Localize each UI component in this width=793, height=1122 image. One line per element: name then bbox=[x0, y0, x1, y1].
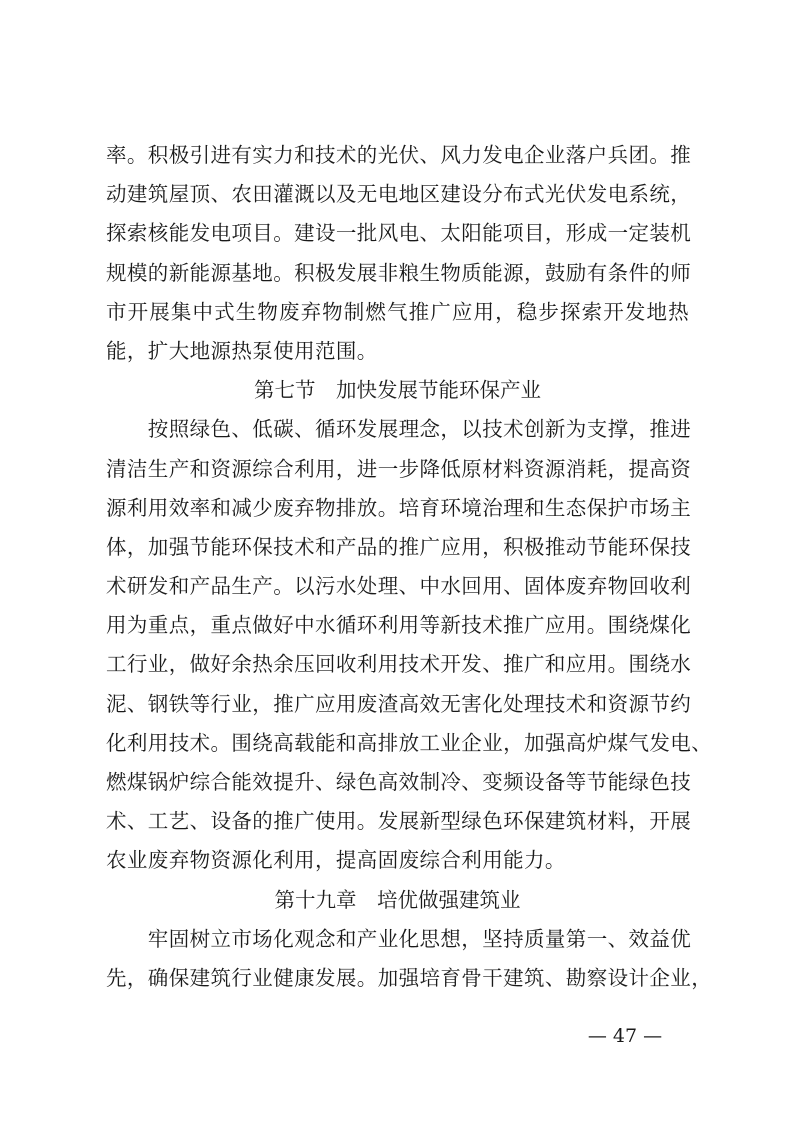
text-line: 动建筑屋顶、农田灌溉以及无电地区建设分布式光伏发电系统， bbox=[106, 182, 692, 207]
text-line: 术研发和产品生产。以污水处理、中水回用、固体废弃物回收利 bbox=[106, 574, 692, 599]
text-line: 规模的新能源基地。积极发展非粮生物质能源，鼓励有条件的师 bbox=[106, 260, 692, 285]
text-line: 化利用技术。围绕高载能和高排放工业企业，加强高炉煤气发电、 bbox=[106, 730, 713, 755]
paragraph-continued bbox=[106, 136, 692, 371]
paragraph-energy-saving bbox=[106, 410, 713, 880]
text-line: 市开展集中式生物废弃物制燃气推广应用，稳步探索开发地热 bbox=[106, 299, 689, 324]
text-line: 工行业，做好余热余压回收利用技术开发、推广和应用。围绕水 bbox=[106, 652, 692, 677]
chapter-heading: 第十九章 培优做强建筑业 bbox=[274, 887, 521, 912]
paragraph-construction bbox=[106, 920, 713, 998]
section-heading: 第七节 加快发展节能环保产业 bbox=[254, 378, 541, 403]
text-line: 泥、钢铁等行业，推广应用废渣高效无害化处理技术和资源节约 bbox=[106, 691, 692, 716]
text-line: 用为重点，重点做好中水循环利用等新技术推广应用。围绕煤化 bbox=[106, 613, 692, 638]
text-line: 燃煤锅炉综合能效提升、绿色高效制冷、变频设备等节能绿色技 bbox=[106, 770, 692, 794]
text-line: 清洁生产和资源综合利用，进一步降低原材料资源消耗，提高资 bbox=[106, 456, 692, 481]
text-line: 率。积极引进有实力和技术的光伏、风力发电企业落户兵团。推 bbox=[106, 143, 692, 167]
text-line: 按照绿色、低碳、循环发展理念，以技术创新为支撑，推进 bbox=[106, 417, 692, 442]
text-line: 农业废弃物资源化利用，提高固废综合利用能力。 bbox=[106, 848, 566, 873]
text-line: 术、工艺、设备的推广使用。发展新型绿色环保建筑材料，开展 bbox=[106, 809, 692, 834]
text-line: 源利用效率和减少废弃物排放。培育环境治理和生态保护市场主 bbox=[106, 495, 692, 520]
text-line: 能，扩大地源热泵使用范围。 bbox=[106, 338, 378, 363]
text-line: 先，确保建筑行业健康发展。加强培育骨干建筑、勘察设计企业， bbox=[106, 965, 713, 990]
page-body bbox=[106, 136, 713, 998]
text-line: 探索核能发电项目。建设一批风电、太阳能项目，形成一定装机 bbox=[106, 221, 692, 246]
page-number: — 47 — bbox=[587, 1025, 663, 1047]
text-line: 牢固树立市场化观念和产业化思想，坚持质量第一、效益优 bbox=[106, 926, 692, 951]
text-line: 体，加强节能环保技术和产品的推广应用，积极推动节能环保技 bbox=[106, 534, 692, 559]
